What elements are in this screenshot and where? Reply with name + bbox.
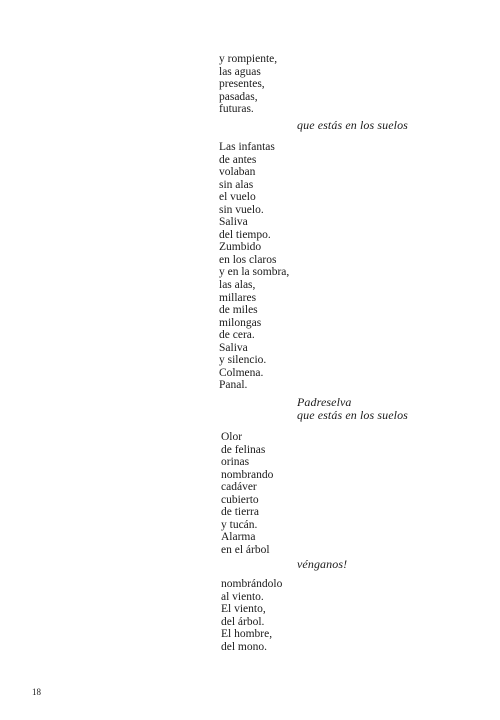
- verse-line: en los claros: [219, 253, 277, 266]
- verse-line: futuras.: [219, 103, 254, 116]
- verse-line: del árbol.: [221, 615, 265, 628]
- refrain-2: [297, 396, 408, 422]
- verse-line: las alas,: [219, 279, 256, 292]
- verse-line: nombrándolo: [221, 578, 283, 590]
- refrain-line: Padreselva: [297, 395, 352, 409]
- verse-line: Saliva: [219, 216, 248, 229]
- refrain-line: que estás en los suelos: [297, 118, 408, 132]
- verse-line: y rompiente,: [219, 53, 278, 65]
- refrain-1: [297, 119, 408, 132]
- verse-line: Colmena.: [219, 366, 264, 379]
- verse-line: el vuelo: [219, 191, 256, 204]
- verse-line: Alarma: [221, 531, 256, 544]
- verse-line: sin vuelo.: [219, 203, 264, 216]
- verse-line: Olor: [221, 431, 243, 443]
- verse-line: las aguas: [219, 65, 261, 78]
- verse-line: del tiempo.: [219, 228, 271, 241]
- verse-line: volaban: [219, 166, 256, 179]
- page-number: 18: [32, 687, 41, 697]
- poem-stanza-4: [221, 578, 282, 653]
- verse-line: Saliva: [219, 341, 248, 354]
- verse-line: Las infantas: [219, 141, 275, 153]
- refrain-line: vénganos!: [297, 557, 348, 571]
- verse-line: milongas: [219, 316, 262, 329]
- verse-line: del mono.: [221, 640, 267, 653]
- verse-line: de felinas: [221, 443, 266, 456]
- verse-line: orinas: [221, 456, 250, 469]
- verse-line: El hombre,: [221, 628, 273, 641]
- verse-line: presentes,: [219, 78, 265, 91]
- verse-line: nombrando: [221, 468, 274, 481]
- verse-line: y silencio.: [219, 354, 267, 367]
- verse-line: y tucán.: [221, 518, 258, 531]
- verse-line: Panal.: [219, 379, 248, 392]
- verse-line: de miles: [219, 304, 258, 317]
- verse-line: cadáver: [221, 481, 257, 494]
- verse-line: en el árbol: [221, 543, 270, 556]
- verse-line: de tierra: [221, 506, 259, 519]
- verse-line: El viento,: [221, 603, 266, 616]
- poem-stanza-2: [219, 141, 289, 392]
- verse-line: y en la sombra,: [219, 266, 290, 279]
- verse-line: de cera.: [219, 329, 255, 342]
- verse-line: sin alas: [219, 178, 254, 191]
- verse-line: millares: [219, 291, 257, 304]
- refrain-line: que estás en los suelos: [297, 408, 408, 422]
- verse-line: Zumbido: [219, 241, 262, 254]
- verse-line: de antes: [219, 153, 257, 166]
- poem-stanza-1: [219, 53, 277, 116]
- poem-stanza-3: [221, 431, 273, 556]
- verse-line: pasadas,: [219, 90, 258, 103]
- verse-line: cubierto: [221, 493, 259, 506]
- refrain-3: [297, 558, 347, 571]
- verse-line: al viento.: [221, 590, 264, 603]
